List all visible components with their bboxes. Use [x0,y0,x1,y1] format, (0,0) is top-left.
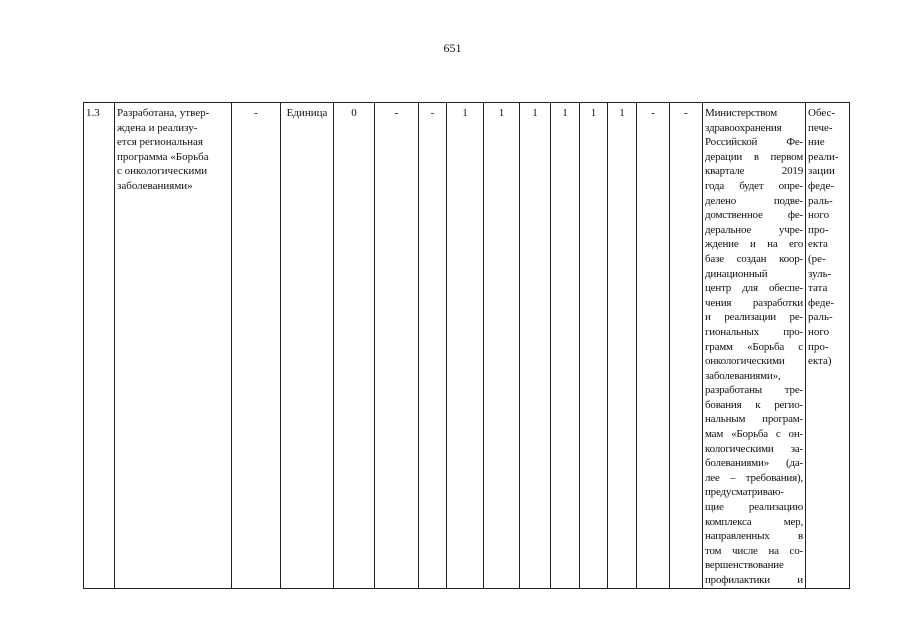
description-line: грамм «Борьба с [705,340,803,353]
note-line: про- [808,340,829,353]
note-line: реали- [808,150,839,163]
base-value-cell: 0 [334,103,375,589]
description-line: онкологическими [705,355,785,368]
description-line: бования к регио- [705,398,803,411]
dash-cell: - [419,103,447,589]
note-line: (ре- [808,252,826,265]
name-line: заболеваниями» [117,179,193,192]
description-line: Министерством [705,107,777,119]
note-line: екта) [808,355,832,368]
year-value-cell: 1 [551,103,580,589]
description-line: направленных в [705,530,803,543]
dash-cell: - [670,103,703,589]
table-row [84,103,850,589]
description-cell [703,103,806,589]
name-line: ждена и реализу- [117,121,198,134]
description-line: гиональных про- [705,325,803,338]
description-line: болеваниями» (да- [705,457,803,470]
note-line: зуль- [808,267,832,280]
description-line: центр для обеспе- [705,282,803,295]
description-line: щие реализацию [705,501,803,514]
unit-cell: Единица [281,103,334,589]
name-line: Разработана, утвер- [117,107,210,119]
note-line: ного [808,209,830,222]
note-line: ного [808,325,830,338]
note-line: екта [808,238,828,251]
note-line: раль- [808,194,833,207]
page-number: 651 [443,41,462,55]
description-line: домственное фе- [705,209,803,222]
description-line: вершенствование [705,559,784,572]
year-value-cell: 1 [580,103,608,589]
description-line: заболеваниями», [705,369,781,382]
description-line: деральное учре- [705,223,803,236]
description-line: чения разработки [705,296,803,309]
name-line: программа «Борьба [117,150,209,163]
note-line: зации [808,165,835,178]
dash-cell: - [232,103,281,589]
description-line: нальным програм- [705,413,803,426]
year-value-cell: 1 [608,103,637,589]
description-line: дерации в первом [705,150,803,163]
description-line: Российской Фе- [705,136,803,149]
note-line: Обес- [808,107,836,119]
description-line: кологическими за- [705,442,803,455]
note-line: феде- [808,179,835,192]
note-cell [806,103,850,589]
description-line: ждение и на его [705,238,803,251]
year-value-cell: 1 [520,103,551,589]
row-name-cell [115,103,232,589]
description-line: здравоохранения [705,121,782,134]
description-line: и реализации ре- [705,311,803,324]
row-number-cell: 1.3 [84,103,115,589]
description-line: комплекса мер, [705,515,803,528]
year-value-cell: 1 [447,103,484,589]
year-value-cell: 1 [484,103,520,589]
note-line: пече- [808,121,833,134]
description-line: года будет опре- [705,179,803,192]
note-line: про- [808,223,829,236]
name-line: с онкологическими [117,165,208,178]
description-line: динационный [705,267,768,280]
description-line: мам «Борьба с он- [705,428,803,441]
indicator-table [83,102,850,589]
description-line: профилактики и [705,574,803,586]
description-line: квартале 2019 [705,165,803,178]
note-line: тата [808,282,828,295]
dash-cell: - [375,103,419,589]
description-line: базе создан коор- [705,252,803,265]
note-line: феде- [808,296,835,309]
name-line: ется региональная [117,136,203,149]
description-line: лее – требования), [705,471,803,484]
dash-cell: - [637,103,670,589]
note-line: ние [808,136,825,149]
description-line: делено подве- [705,194,803,207]
description-line: предусматриваю- [705,486,784,499]
description-line: разработаны тре- [705,384,803,397]
description-line: том числе на со- [705,544,803,557]
note-line: раль- [808,311,833,324]
